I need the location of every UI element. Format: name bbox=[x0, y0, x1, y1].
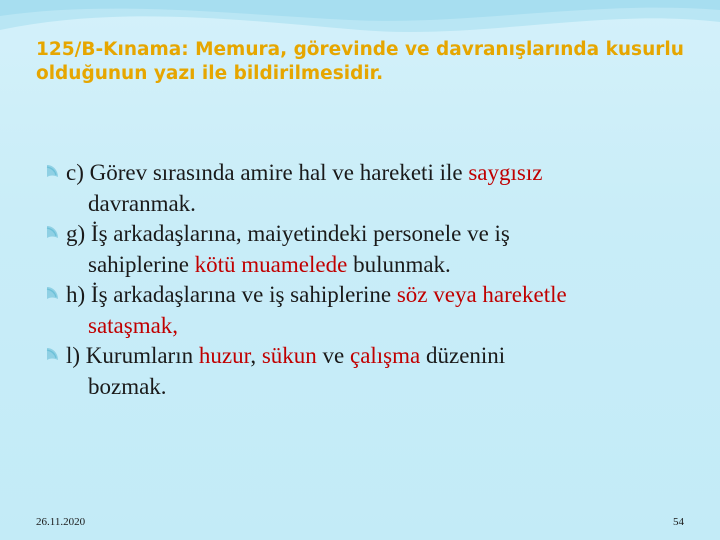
item-continuation: sataşmak, bbox=[88, 312, 179, 338]
item-highlight: çalışma bbox=[349, 343, 421, 368]
item-continuation bbox=[66, 250, 694, 281]
bullet-icon bbox=[44, 222, 62, 244]
list-item bbox=[44, 219, 694, 280]
list-item bbox=[44, 341, 694, 402]
item-continuation: bozmak. bbox=[88, 373, 167, 399]
item-highlight: kötü muamelede bbox=[194, 251, 348, 277]
bullet-icon bbox=[44, 344, 62, 366]
item-text: sahiplerine bbox=[88, 251, 195, 277]
item-text: ve bbox=[316, 343, 350, 368]
item-highlight: saygısız bbox=[468, 160, 543, 185]
slide-title bbox=[36, 38, 706, 86]
item-highlight: huzur bbox=[198, 343, 251, 368]
title-line-2: olduğunun yazı ile bildirilmesidir. bbox=[36, 63, 384, 84]
bullet-icon bbox=[44, 161, 62, 183]
item-text: , bbox=[250, 343, 262, 368]
item-highlight: söz veya hareketle bbox=[396, 282, 567, 307]
item-text: bulunmak. bbox=[347, 251, 451, 277]
list-item bbox=[44, 280, 694, 341]
title-line-1: 125/B-Kınama: Memura, görevinde ve davranışlarında kusurlu bbox=[36, 39, 684, 60]
item-text: g) İş arkadaşlarına, maiyetindeki personele ve iş bbox=[66, 221, 510, 246]
bullet-list bbox=[44, 158, 694, 402]
item-highlight: sükun bbox=[261, 343, 317, 368]
bullet-icon bbox=[44, 283, 62, 305]
item-text: düzenini bbox=[420, 343, 506, 368]
item-text: c) Görev sırasında amire hal ve hareketi ile bbox=[66, 160, 469, 185]
item-text: h) İş arkadaşlarına ve iş sahiplerine bbox=[66, 282, 397, 307]
item-continuation: davranmak. bbox=[88, 190, 196, 216]
item-text: l) Kurumların bbox=[66, 343, 199, 368]
list-item bbox=[44, 158, 694, 219]
page-number: 54 bbox=[673, 516, 684, 528]
footer-date: 26.11.2020 bbox=[36, 516, 86, 528]
